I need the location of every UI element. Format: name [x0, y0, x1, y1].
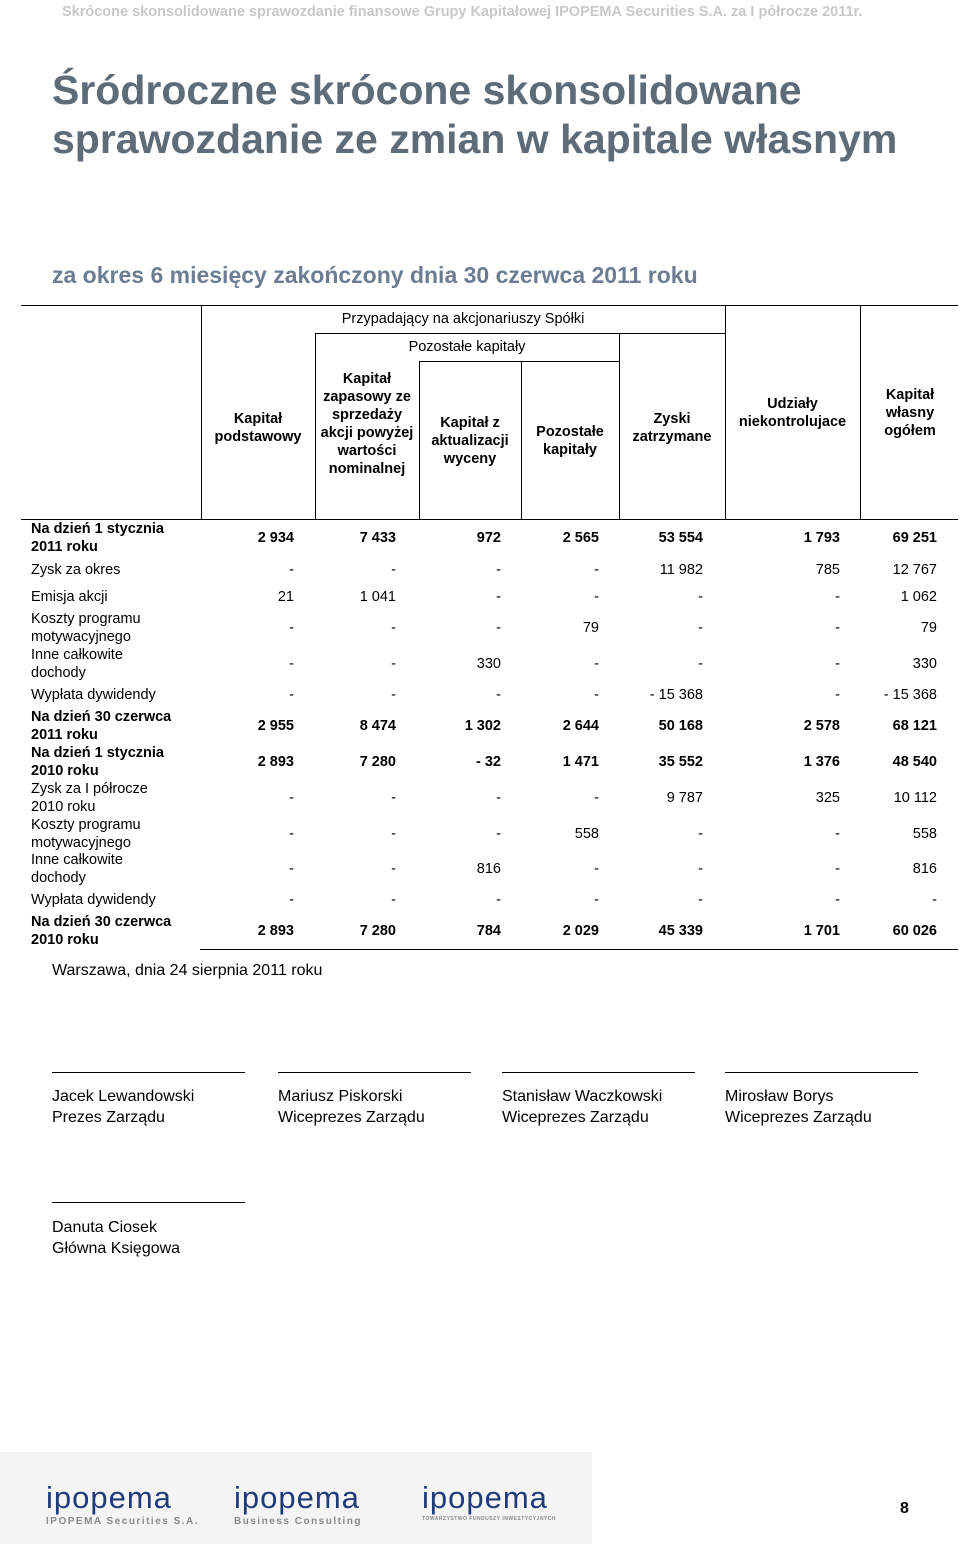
cell-kapital-aktualizacji: -	[496, 589, 501, 605]
logo-wordmark: ipopema	[46, 1480, 172, 1515]
cell-udzialy-niekontrolujace: 1 376	[803, 754, 840, 770]
cell-udzialy-niekontrolujace: -	[835, 620, 840, 636]
cell-pozostale-kapitaly: 79	[582, 620, 599, 636]
cell-kapital-wlasny-ogolem: -	[932, 892, 937, 908]
signatory-name: Mariusz Piskorski	[278, 1088, 403, 1105]
group-header: Przypadający na akcjonariuszy Spółki	[341, 311, 585, 327]
page-number: 8	[900, 1500, 909, 1517]
cell-kapital-aktualizacji: -	[496, 892, 501, 908]
row-label: Wypłata dywidendy	[31, 892, 156, 908]
table-row	[31, 709, 943, 744]
cell-pozostale-kapitaly: 2 565	[562, 530, 599, 546]
signatory-role: Wiceprezes Zarządu	[278, 1109, 425, 1126]
ipopema-logo	[46, 1480, 172, 1516]
cell-kapital-wlasny-ogolem: 1 062	[900, 589, 937, 605]
cell-kapital-wlasny-ogolem: 60 026	[892, 923, 937, 939]
cell-kapital-wlasny-ogolem: 48 540	[892, 754, 937, 770]
running-header: Skrócone skonsolidowane sprawozdanie finansowe Grupy Kapitałowej IPOPEMA Securities S.A. za I półrocze 2011r.	[62, 4, 863, 20]
logo-subtitle: Business Consulting	[234, 1516, 362, 1527]
signatory-role: Główna Księgowa	[52, 1240, 181, 1257]
signature-line	[52, 1202, 245, 1203]
cell-zyski-zatrzymane: -	[698, 589, 703, 605]
cell-kapital-zapasowy: 7 280	[359, 754, 396, 770]
header-bottom-line	[21, 519, 958, 520]
cell-kapital-aktualizacji: -	[496, 562, 501, 578]
cell-kapital-podstawowy: 2 934	[257, 530, 294, 546]
table-row	[31, 589, 943, 609]
cell-pozostale-kapitaly: -	[594, 656, 599, 672]
cell-kapital-podstawowy: -	[289, 892, 294, 908]
col-header-kapital-zapasowy: Kapitał zapasowy ze sprzedaży akcji powyżej wartości nominalnej	[320, 371, 414, 477]
cell-udzialy-niekontrolujace: -	[835, 687, 840, 703]
logo-subtitle: IPOPEMA Securities S.A.	[46, 1516, 200, 1527]
row-label: Na dzień 30 czerwca 2010 roku	[31, 914, 172, 948]
cell-pozostale-kapitaly: 1 471	[562, 754, 599, 770]
cell-pozostale-kapitaly: -	[594, 892, 599, 908]
cell-kapital-aktualizacji: -	[496, 687, 501, 703]
cell-kapital-podstawowy: 2 955	[257, 718, 294, 734]
signatory-name: Jacek Lewandowski	[52, 1088, 195, 1105]
cell-pozostale-kapitaly: 2 644	[562, 718, 599, 734]
signature-line	[52, 1072, 245, 1073]
header-line-3	[419, 361, 619, 362]
table-row	[31, 817, 943, 852]
cell-udzialy-niekontrolujace: -	[835, 656, 840, 672]
cell-kapital-wlasny-ogolem: 79	[920, 620, 937, 636]
col-header-kapital-podstawowy: Kapitał podstawowy	[214, 411, 302, 445]
col-divider	[619, 333, 620, 519]
cell-kapital-podstawowy: -	[289, 562, 294, 578]
col-divider	[725, 305, 726, 519]
cell-kapital-podstawowy: 21	[277, 589, 294, 605]
cell-kapital-podstawowy: 2 893	[257, 754, 294, 770]
header-top-line-right	[725, 305, 958, 306]
signatory-name: Mirosław Borys	[725, 1088, 834, 1105]
row-label: Na dzień 1 stycznia 2011 roku	[31, 521, 164, 555]
cell-pozostale-kapitaly: 558	[574, 826, 599, 842]
header-line-2	[315, 333, 725, 334]
signatory-name: Danuta Ciosek	[52, 1219, 157, 1236]
cell-kapital-wlasny-ogolem: 816	[912, 861, 937, 877]
place-date: Warszawa, dnia 24 sierpnia 2011 roku	[52, 962, 323, 979]
cell-kapital-podstawowy: -	[289, 620, 294, 636]
logo-wordmark: ipopema	[234, 1480, 360, 1515]
table-row	[31, 745, 943, 780]
table-row	[31, 647, 943, 682]
cell-kapital-wlasny-ogolem: 69 251	[892, 530, 937, 546]
header-top-line	[21, 305, 725, 306]
col-header-kapital-wlasny-ogolem: Kapitał własny ogółem	[884, 387, 936, 439]
cell-pozostale-kapitaly: -	[594, 562, 599, 578]
table-row	[31, 521, 943, 556]
cell-pozostale-kapitaly: 2 029	[562, 923, 599, 939]
cell-zyski-zatrzymane: -	[698, 826, 703, 842]
col-header-pozostale-kapitaly: Pozostałe kapitały	[536, 424, 604, 458]
logo-wordmark: ipopema	[422, 1480, 548, 1515]
cell-kapital-zapasowy: 7 433	[359, 530, 396, 546]
row-label: Zysk za okres	[31, 562, 121, 578]
cell-kapital-zapasowy: -	[391, 620, 396, 636]
cell-kapital-zapasowy: -	[391, 861, 396, 877]
cell-zyski-zatrzymane: 9 787	[666, 790, 703, 806]
cell-zyski-zatrzymane: -	[698, 620, 703, 636]
cell-kapital-wlasny-ogolem: 558	[912, 826, 937, 842]
cell-kapital-zapasowy: 7 280	[359, 923, 396, 939]
row-label: Inne całkowite dochody	[31, 647, 123, 681]
cell-kapital-podstawowy: -	[289, 687, 294, 703]
cell-zyski-zatrzymane: -	[698, 656, 703, 672]
cell-kapital-aktualizacji: -	[496, 790, 501, 806]
row-label: Zysk za I półrocze 2010 roku	[31, 781, 148, 815]
cell-kapital-zapasowy: -	[391, 826, 396, 842]
cell-kapital-zapasowy: -	[391, 656, 396, 672]
table-row	[31, 892, 943, 912]
cell-kapital-aktualizacji: 816	[476, 861, 501, 877]
signatory-name: Stanisław Waczkowski	[502, 1088, 663, 1105]
col-divider	[315, 333, 316, 519]
cell-zyski-zatrzymane: 53 554	[658, 530, 703, 546]
cell-zyski-zatrzymane: 35 552	[658, 754, 703, 770]
cell-kapital-podstawowy: -	[289, 826, 294, 842]
signature-line	[725, 1072, 918, 1073]
cell-kapital-zapasowy: 1 041	[359, 589, 396, 605]
cell-pozostale-kapitaly: -	[594, 861, 599, 877]
cell-kapital-aktualizacji: 784	[476, 923, 501, 939]
col-divider	[419, 361, 420, 519]
cell-udzialy-niekontrolujace: 1 701	[803, 923, 840, 939]
cell-udzialy-niekontrolujace: -	[835, 826, 840, 842]
signature-block	[502, 1086, 662, 1128]
cell-kapital-aktualizacji: 330	[476, 656, 501, 672]
cell-kapital-wlasny-ogolem: - 15 368	[883, 687, 937, 703]
cell-zyski-zatrzymane: -	[698, 892, 703, 908]
cell-udzialy-niekontrolujace: -	[835, 892, 840, 908]
signature-block	[278, 1086, 425, 1128]
cell-kapital-podstawowy: -	[289, 656, 294, 672]
cell-zyski-zatrzymane: 11 982	[659, 562, 703, 578]
row-label: Na dzień 1 stycznia 2010 roku	[31, 745, 164, 779]
cell-pozostale-kapitaly: -	[594, 790, 599, 806]
col-divider	[201, 305, 202, 519]
col-divider	[521, 361, 522, 519]
table-row	[31, 781, 943, 816]
table-row	[31, 562, 943, 582]
cell-udzialy-niekontrolujace: 785	[815, 562, 840, 578]
cell-kapital-zapasowy: 8 474	[359, 718, 396, 734]
cell-kapital-podstawowy: 2 893	[257, 923, 294, 939]
col-header-udzialy-niekontrolujace: Udziały niekontrolujace	[738, 396, 847, 430]
cell-zyski-zatrzymane: - 15 368	[649, 687, 703, 703]
cell-kapital-aktualizacji: -	[496, 826, 501, 842]
cell-udzialy-niekontrolujace: -	[835, 589, 840, 605]
signatory-role: Prezes Zarządu	[52, 1109, 165, 1126]
cell-kapital-podstawowy: -	[289, 790, 294, 806]
row-label: Koszty programu motywacyjnego	[31, 817, 141, 851]
signature-block	[52, 1217, 180, 1259]
cell-kapital-wlasny-ogolem: 10 112	[893, 790, 937, 806]
cell-pozostale-kapitaly: -	[594, 589, 599, 605]
cell-zyski-zatrzymane: 50 168	[658, 718, 703, 734]
cell-kapital-wlasny-ogolem: 68 121	[892, 718, 937, 734]
row-label: Koszty programu motywacyjnego	[31, 611, 141, 645]
cell-kapital-podstawowy: -	[289, 861, 294, 877]
signature-line	[502, 1072, 695, 1073]
signature-line	[278, 1072, 471, 1073]
cell-kapital-wlasny-ogolem: 12 767	[892, 562, 937, 578]
cell-kapital-aktualizacji: 1 302	[464, 718, 501, 734]
table-bottom-line	[200, 949, 958, 950]
col-header-kapital-aktualizacji: Kapitał z aktualizacji wyceny	[431, 415, 509, 467]
col-header-zyski-zatrzymane: Zyski zatrzymane	[632, 411, 712, 445]
col-divider	[860, 305, 861, 519]
page-title: Śródroczne skrócone skonsolidowane sprawozdanie ze zmian w kapitale własnym	[52, 67, 898, 162]
cell-udzialy-niekontrolujace: 1 793	[803, 530, 840, 546]
signatory-role: Wiceprezes Zarządu	[725, 1109, 872, 1126]
cell-zyski-zatrzymane: -	[698, 861, 703, 877]
cell-kapital-zapasowy: -	[391, 562, 396, 578]
signature-block	[725, 1086, 872, 1128]
signatory-role: Wiceprezes Zarządu	[502, 1109, 649, 1126]
cell-kapital-aktualizacji: - 32	[476, 754, 501, 770]
table-row	[31, 687, 943, 707]
signature-block	[52, 1086, 194, 1128]
table-row	[31, 914, 943, 949]
cell-udzialy-niekontrolujace: 325	[815, 790, 840, 806]
cell-udzialy-niekontrolujace: 2 578	[803, 718, 840, 734]
cell-kapital-zapasowy: -	[391, 790, 396, 806]
cell-kapital-aktualizacji: -	[496, 620, 501, 636]
cell-kapital-zapasowy: -	[391, 687, 396, 703]
cell-kapital-zapasowy: -	[391, 892, 396, 908]
row-label: Emisja akcji	[31, 589, 108, 605]
cell-kapital-aktualizacji: 972	[476, 530, 501, 546]
cell-pozostale-kapitaly: -	[594, 687, 599, 703]
row-label: Inne całkowite dochody	[31, 852, 123, 886]
page-subtitle: za okres 6 miesięcy zakończony dnia 30 czerwca 2011 roku	[52, 262, 698, 288]
ipopema-logo	[234, 1480, 360, 1516]
table-row	[31, 852, 943, 887]
row-label: Na dzień 30 czerwca 2011 roku	[31, 709, 172, 743]
cell-zyski-zatrzymane: 45 339	[658, 923, 703, 939]
table-row	[31, 611, 943, 646]
row-label: Wypłata dywidendy	[31, 687, 156, 703]
ipopema-logo	[422, 1480, 548, 1516]
cell-kapital-wlasny-ogolem: 330	[912, 656, 937, 672]
cell-udzialy-niekontrolujace: -	[835, 861, 840, 877]
subgroup-header: Pozostałe kapitały	[408, 339, 526, 355]
logo-subtitle: TOWARZYSTWO FUNDUSZY INWESTYCYJNYCH	[422, 1516, 556, 1522]
